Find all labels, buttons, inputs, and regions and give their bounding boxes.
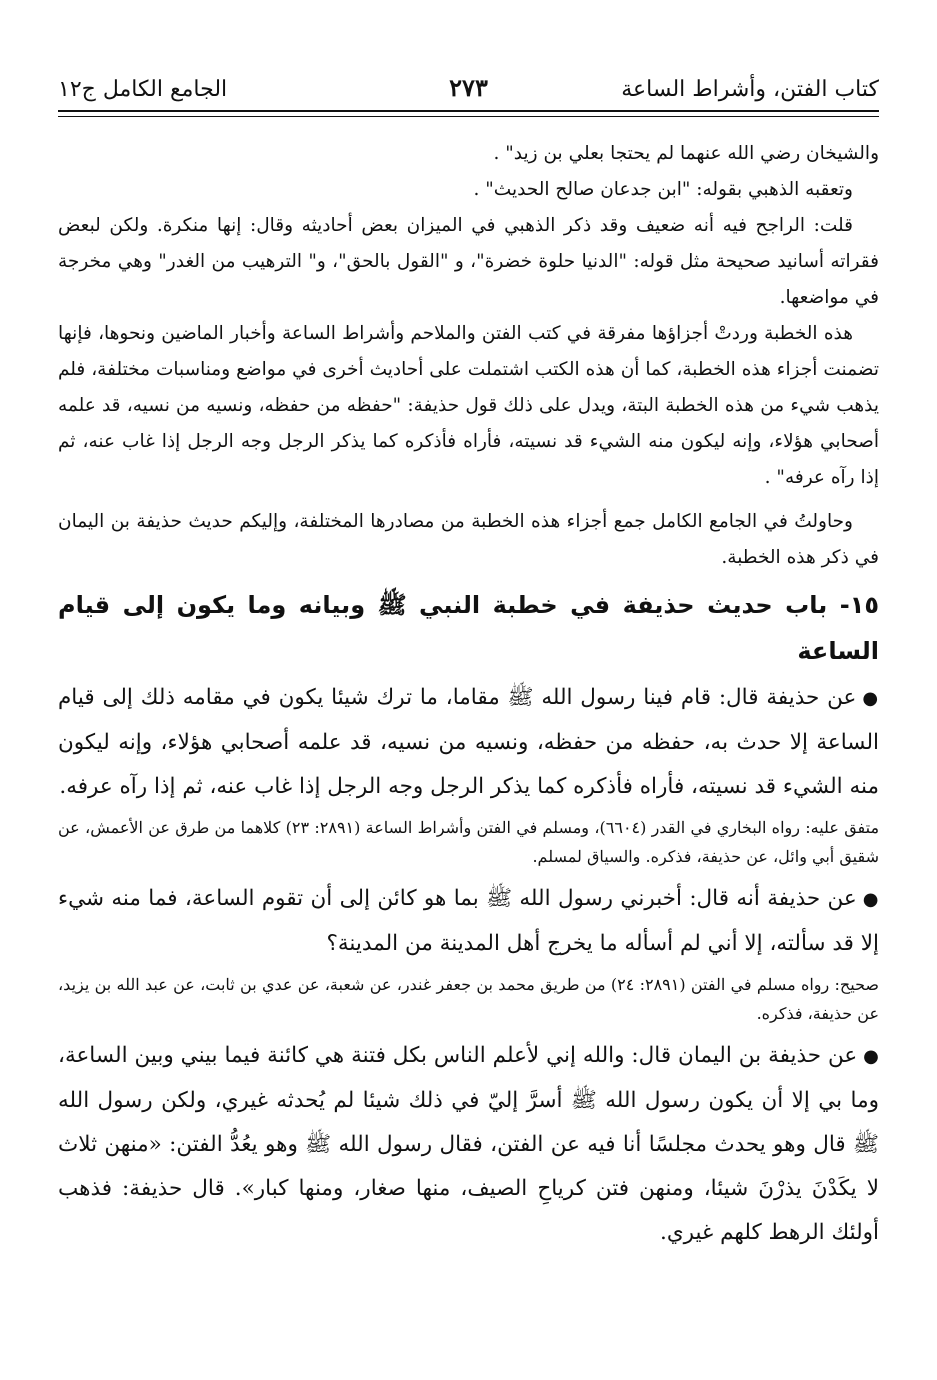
bullet-icon: ● (862, 688, 879, 709)
page-body (58, 136, 879, 1255)
bullet-icon: ● (863, 1046, 879, 1067)
hadith-1-text: ●عن حذيفة قال: قام فينا رسول الله ﷺ مقاما، ما ترك شيئا يكون في مقامه ذلك إلى قيام الساعة إلا حدث به، حفظه من حفظه، ونسيه من نسيه، قد علمه أصحابي هؤلاء، وإنه ليكون منه الشيء قد نسيته، فأراه فأذكره كما يذكر الرجل وجه الرجل إذا غاب عنه، ثم إذا رآه عرفه. (58, 685, 879, 799)
chapter-title: كتاب الفتن، وأشراط الساعة (621, 77, 879, 102)
hadith-2-text: ●عن حذيفة أنه قال: أخبرني رسول الله ﷺ بما هو كائن إلى أن تقوم الساعة، فما منه شيء إلا قد سألته، إلا أني لم أسأله ما يخرج أهل المدينة من المدينة؟ (58, 886, 879, 956)
page-number: ٢٧٣ (449, 73, 488, 102)
running-header (58, 62, 879, 102)
paragraph-1: والشيخان رضي الله عنهما لم يحتجا بعلي بن زيد" . (493, 143, 879, 164)
paragraph-5: وحاولتُ في الجامع الكامل جمع أجزاء هذه الخطبة من مصادرها المختلفة، وإليكم حديث حذيفة بن اليمان في ذكر هذه الخطبة. (58, 511, 879, 568)
hadith-1-note: متفق عليه: رواه البخاري في القدر (٦٦٠٤)، ومسلم في الفتن وأشراط الساعة (٢٨٩١: ٢٣) كلاهما من طرق عن الأعمش، عن شقيق أبي وائل، عن حذيفة، فذكره. والسياق لمسلم. (58, 818, 880, 866)
paragraph-3: قلت: الراجح فيه أنه ضعيف وقد ذكر الذهبي في الميزان بعض أحاديثه وقال: إنها منكرة. ولكن لبعض فقراته أسانيد صحيحة مثل قوله: "الدنيا حلوة خضرة"، و "القول بالحق"، و" الترهيب من الغدر" وهي مخرجة في مواضعها. (58, 215, 879, 308)
paragraph-2: وتعقبه الذهبي بقوله: "ابن جدعان صالح الحديث" . (473, 179, 853, 200)
bullet-icon: ● (862, 889, 879, 910)
chapter-heading: ١٥- باب حديث حذيفة في خطبة النبي ﷺ وبيانه وما يكون إلى قيام الساعة (58, 591, 879, 665)
book-title: الجامع الكامل ج١٢ (58, 77, 228, 102)
header-rule-thin (58, 116, 879, 117)
hadith-3-text: ●عن حذيفة بن اليمان قال: والله إني لأعلم الناس بكل فتنة هي كائنة فيما بيني وبين الساعة، وما بي إلا أن يكون رسول الله ﷺ أسرَّ إليّ في ذلك شيئا لم يُحدثه غيري، ولكن رسول الله ﷺ قال وهو يحدث مجلسًا أنا فيه عن الفتن، فقال رسول الله ﷺ وهو يعُدُّ الفتن: «منهن ثلاث لا يكَدْنَ يذرْنَ شيئا، ومنهن فتن كرياحِ الصيف، منها صغار، ومنها كبار». قال حذيفة: فذهب أولئك الرهط كلهم غيري. (58, 1043, 880, 1245)
paragraph-4: هذه الخطبة وردتْ أجزاؤها مفرقة في كتب الفتن والملاحم وأشراط الساعة وأخبار الماضين ونحوها، فإنها تضمنت أجزاء هذه الخطبة، كما أن هذه الكتب اشتملت على أحاديث أخرى في مواضع ومناسبات مختلفة، فلم يذهب شيء من هذه الخطبة البتة، ويدل على ذلك قول حذيفة: "حفظه من حفظه، ونسيه من نسيه، قد علمه أصحابي هؤلاء، وإنه ليكون منه الشيء قد نسيته، فأراه فأذكره كما يذكر الرجل وجه الرجل إذا غاب عنه، ثم إذا رآه عرفه" . (58, 323, 879, 488)
hadith-2-note: صحيح: رواه مسلم في الفتن (٢٨٩١: ٢٤) من طريق محمد بن جعفر غندر، عن شعبة، عن عدي بن ثابت، عن عبد الله بن يزيد، عن حذيفة، فذكره. (58, 975, 879, 1023)
header-rule-thick (58, 110, 879, 112)
